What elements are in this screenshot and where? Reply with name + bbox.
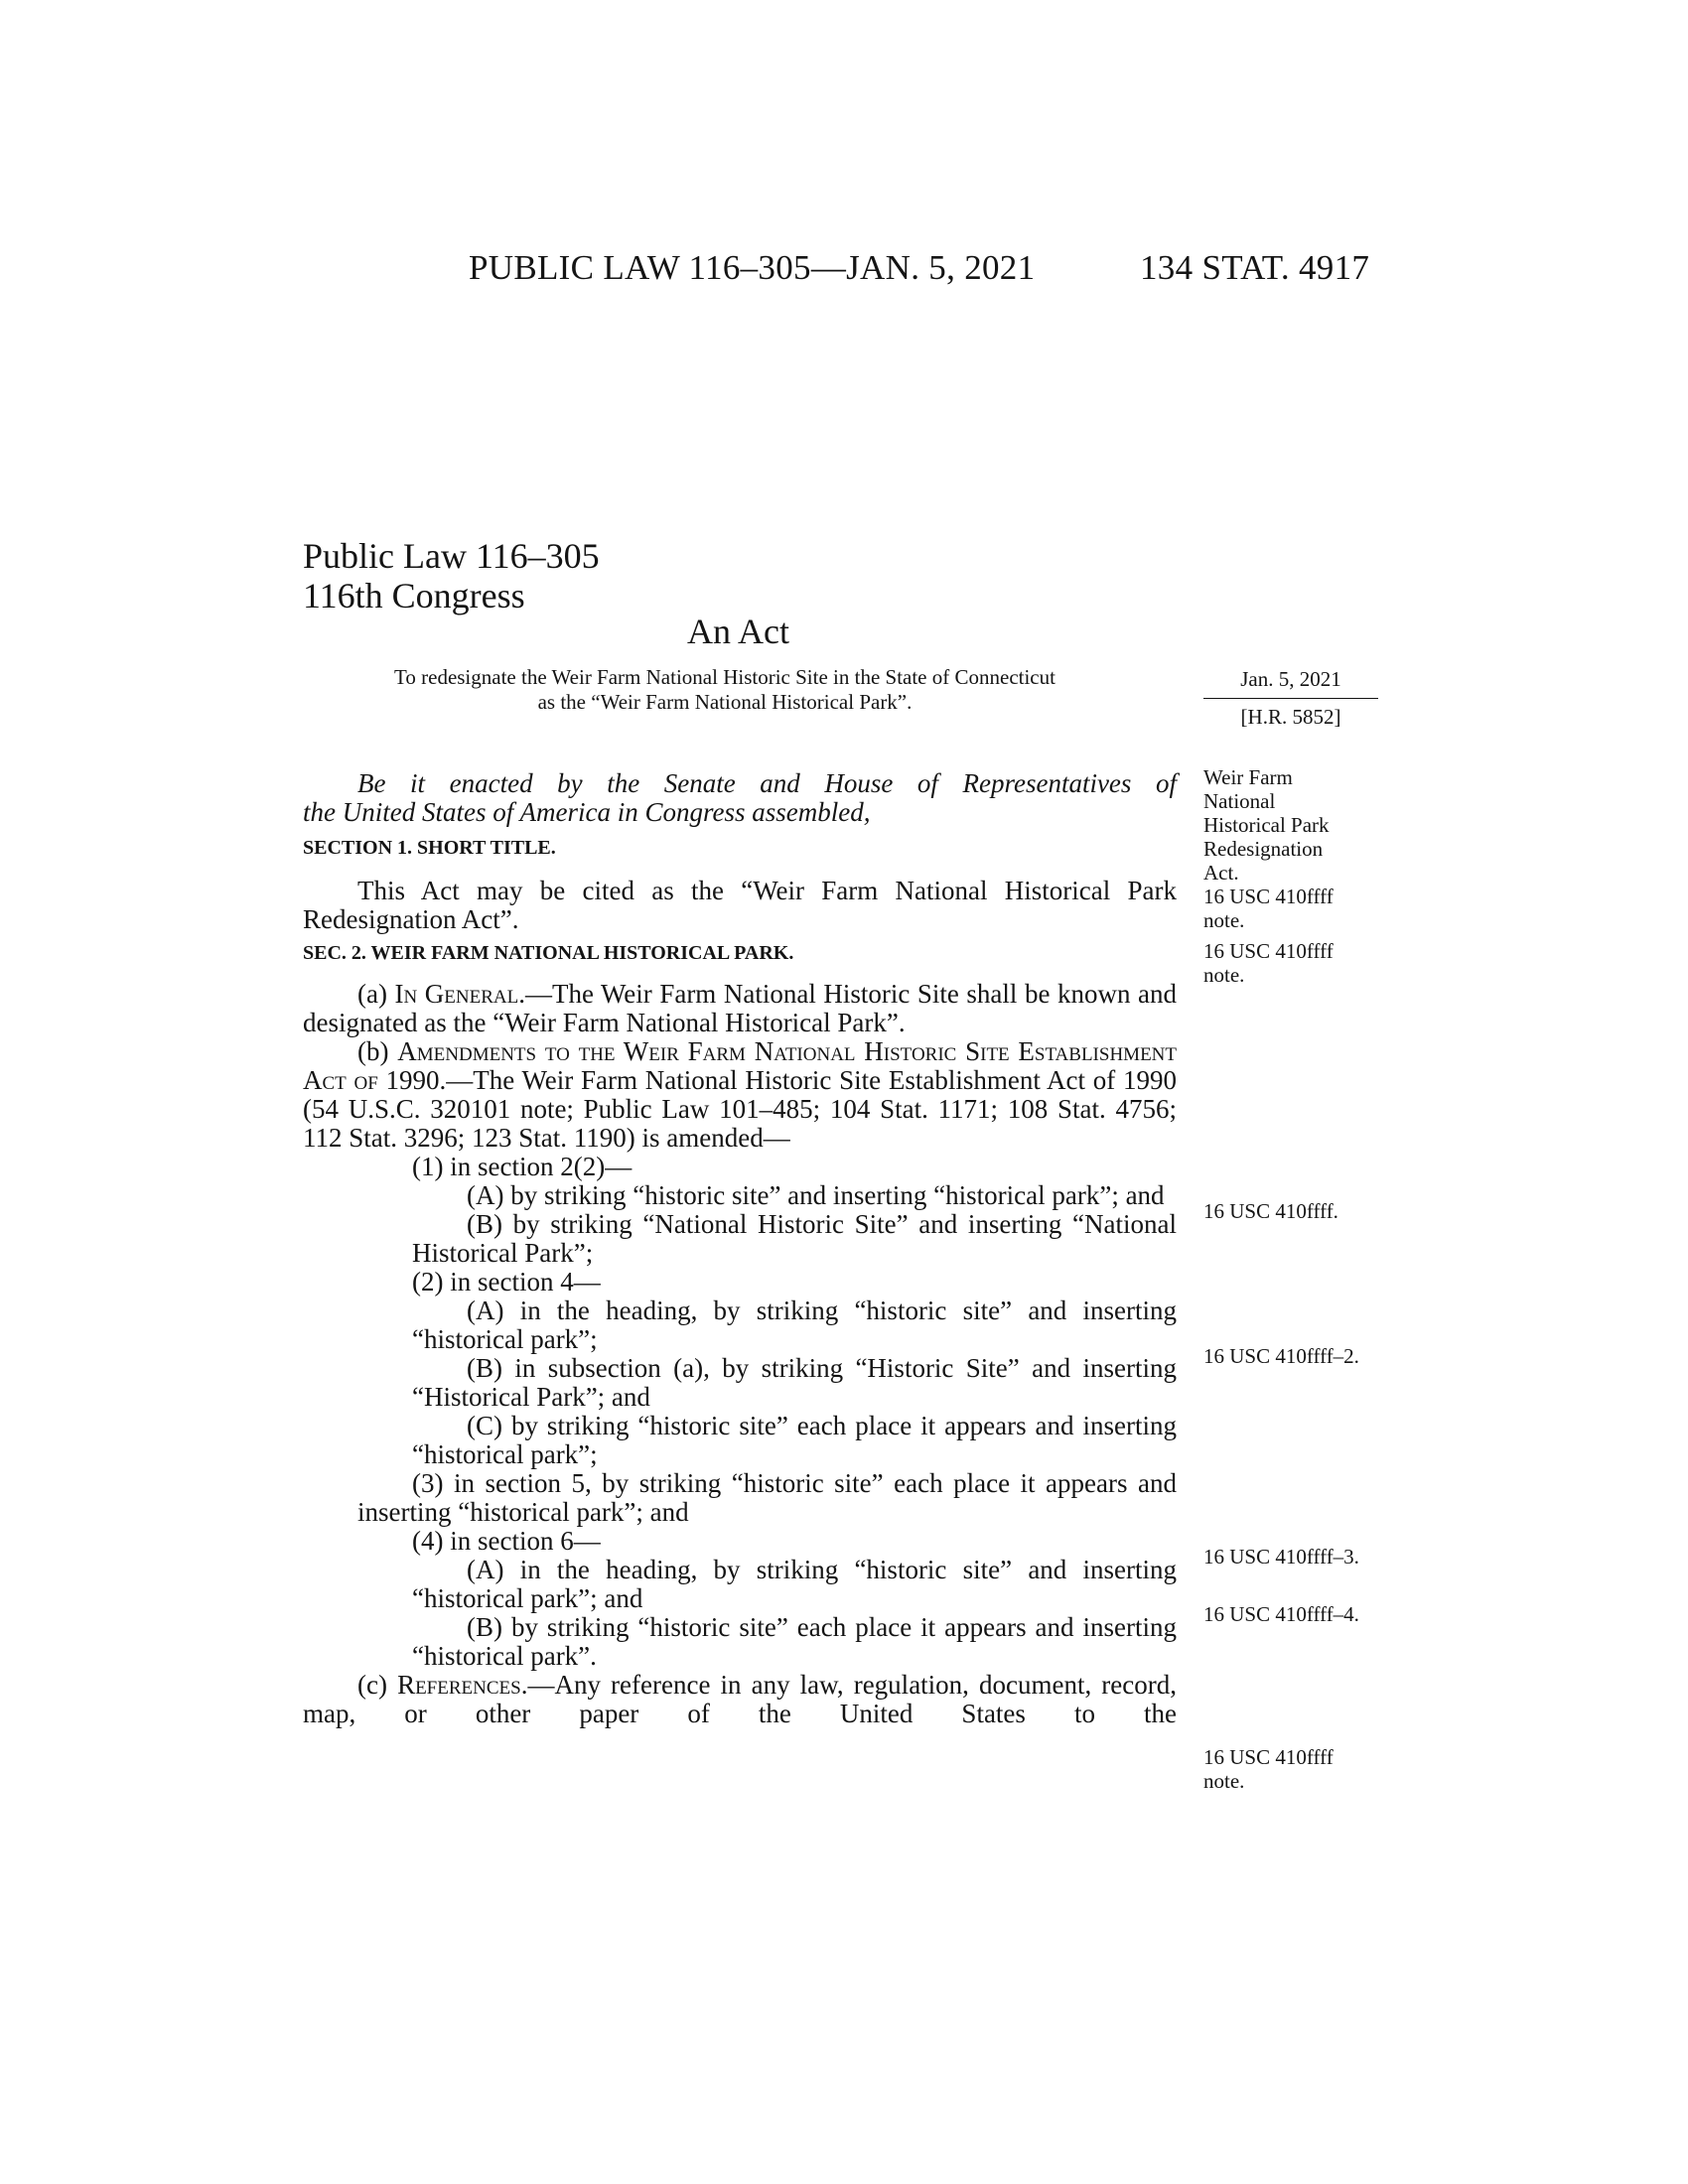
item-4: (4) in section 6— xyxy=(412,1526,601,1556)
item-1-a: (A) by striking “historic site” and inserting “historical park”; and xyxy=(467,1180,1165,1210)
stat-page-number: 134 STAT. 4917 xyxy=(1140,248,1370,287)
subsection-c: (c) References.—Any reference in any law, regulation, document, record, map, or other paper of the United States to the xyxy=(303,1670,1178,1728)
section-2-heading: SEC. 2. WEIR FARM NATIONAL HISTORICAL PARK. xyxy=(303,942,794,964)
enacting-clause: Be it enacted by the Senate and House of Representatives of the United States of America in Congress assembled, xyxy=(303,768,1177,827)
section-1 xyxy=(303,834,1177,934)
approval-date: Jan. 5, 2021 xyxy=(1240,667,1341,691)
subsection-a: (a) In General.—The Weir Farm National Historic Site shall be known and designated as the “Weir Farm National Historical Park”. xyxy=(303,979,1177,1037)
section-1-text: This Act may be cited as the “Weir Farm National Historical Park Redesignation Act”. xyxy=(303,876,1177,934)
subsection-c-caption: References xyxy=(397,1670,521,1700)
side-note-item2: 16 USC 410ffff–2. xyxy=(1203,1344,1359,1368)
subsection-a-caption: In General xyxy=(394,979,519,1009)
side-note-item4: 16 USC 410ffff–4. xyxy=(1203,1602,1359,1626)
subsection-b-caption: Amendments to the Weir Farm National Historic Site Establishment Act of 1990 xyxy=(303,1036,1177,1095)
item-4-b: (B) by striking “historic site” each place it appears and inserting “historical park”. xyxy=(412,1612,1177,1671)
law-number: Public Law 116–305 xyxy=(303,536,600,576)
purpose-line-2: as the “Weir Farm National Historical Park”. xyxy=(537,690,913,714)
item-3: (3) in section 5, by striking “historic site” each place it appears and inserting “historical park”; and xyxy=(357,1468,1177,1527)
side-note-item1: 16 USC 410ffff. xyxy=(1203,1199,1338,1223)
item-2-b: (B) in subsection (a), by striking “Historic Site” and inserting “Historical Park”; and xyxy=(412,1353,1177,1412)
purpose-line-1: To redesignate the Weir Farm National Historic Site in the State of Connecticut xyxy=(394,665,1055,689)
item-1-b: (B) by striking “National Historic Site” and inserting “National Historical Park”; xyxy=(412,1209,1177,1268)
section-1-heading: SECTION 1. SHORT TITLE. xyxy=(303,837,556,859)
side-note-item3: 16 USC 410ffff–3. xyxy=(1203,1545,1359,1569)
item-1: (1) in section 2(2)— xyxy=(412,1152,633,1181)
subsection-b: (b) Amendments to the Weir Farm National Historic Site Establishment Act of 1990.—The Weir Farm National Historic Site Establishment Act of 1990 (54 U.S.C. 320101 note; Public Law 101–485; 104 Stat. 1171; 108 Stat. 4756; 112 Stat. 3296; 123 Stat. 1190) is amended— xyxy=(303,1036,1177,1153)
side-note-references: 16 USC 410ffff note. xyxy=(1203,1745,1334,1793)
item-4-a: (A) in the heading, by striking “historic site” and inserting “historical park”; and xyxy=(412,1555,1177,1613)
date-divider xyxy=(1203,698,1378,699)
item-2: (2) in section 4— xyxy=(412,1267,601,1297)
section-2 xyxy=(303,939,1177,1728)
bill-number: [H.R. 5852] xyxy=(1240,705,1341,729)
item-2-a: (A) in the heading, by striking “historic site” and inserting “historical park”; xyxy=(412,1296,1177,1354)
item-2-c: (C) by striking “historic site” each place it appears and inserting “historical park”; xyxy=(412,1411,1177,1469)
running-title: PUBLIC LAW 116–305—JAN. 5, 2021 xyxy=(469,248,1036,287)
congress-number: 116th Congress xyxy=(303,576,525,615)
act-label: An Act xyxy=(687,612,789,651)
side-note-sec2: 16 USC 410ffff note. xyxy=(1203,939,1334,987)
side-note-short-title: Weir Farm National Historical Park Redesignation Act. 16 USC 410ffff note. xyxy=(1203,765,1334,932)
act-purpose xyxy=(318,665,1132,715)
